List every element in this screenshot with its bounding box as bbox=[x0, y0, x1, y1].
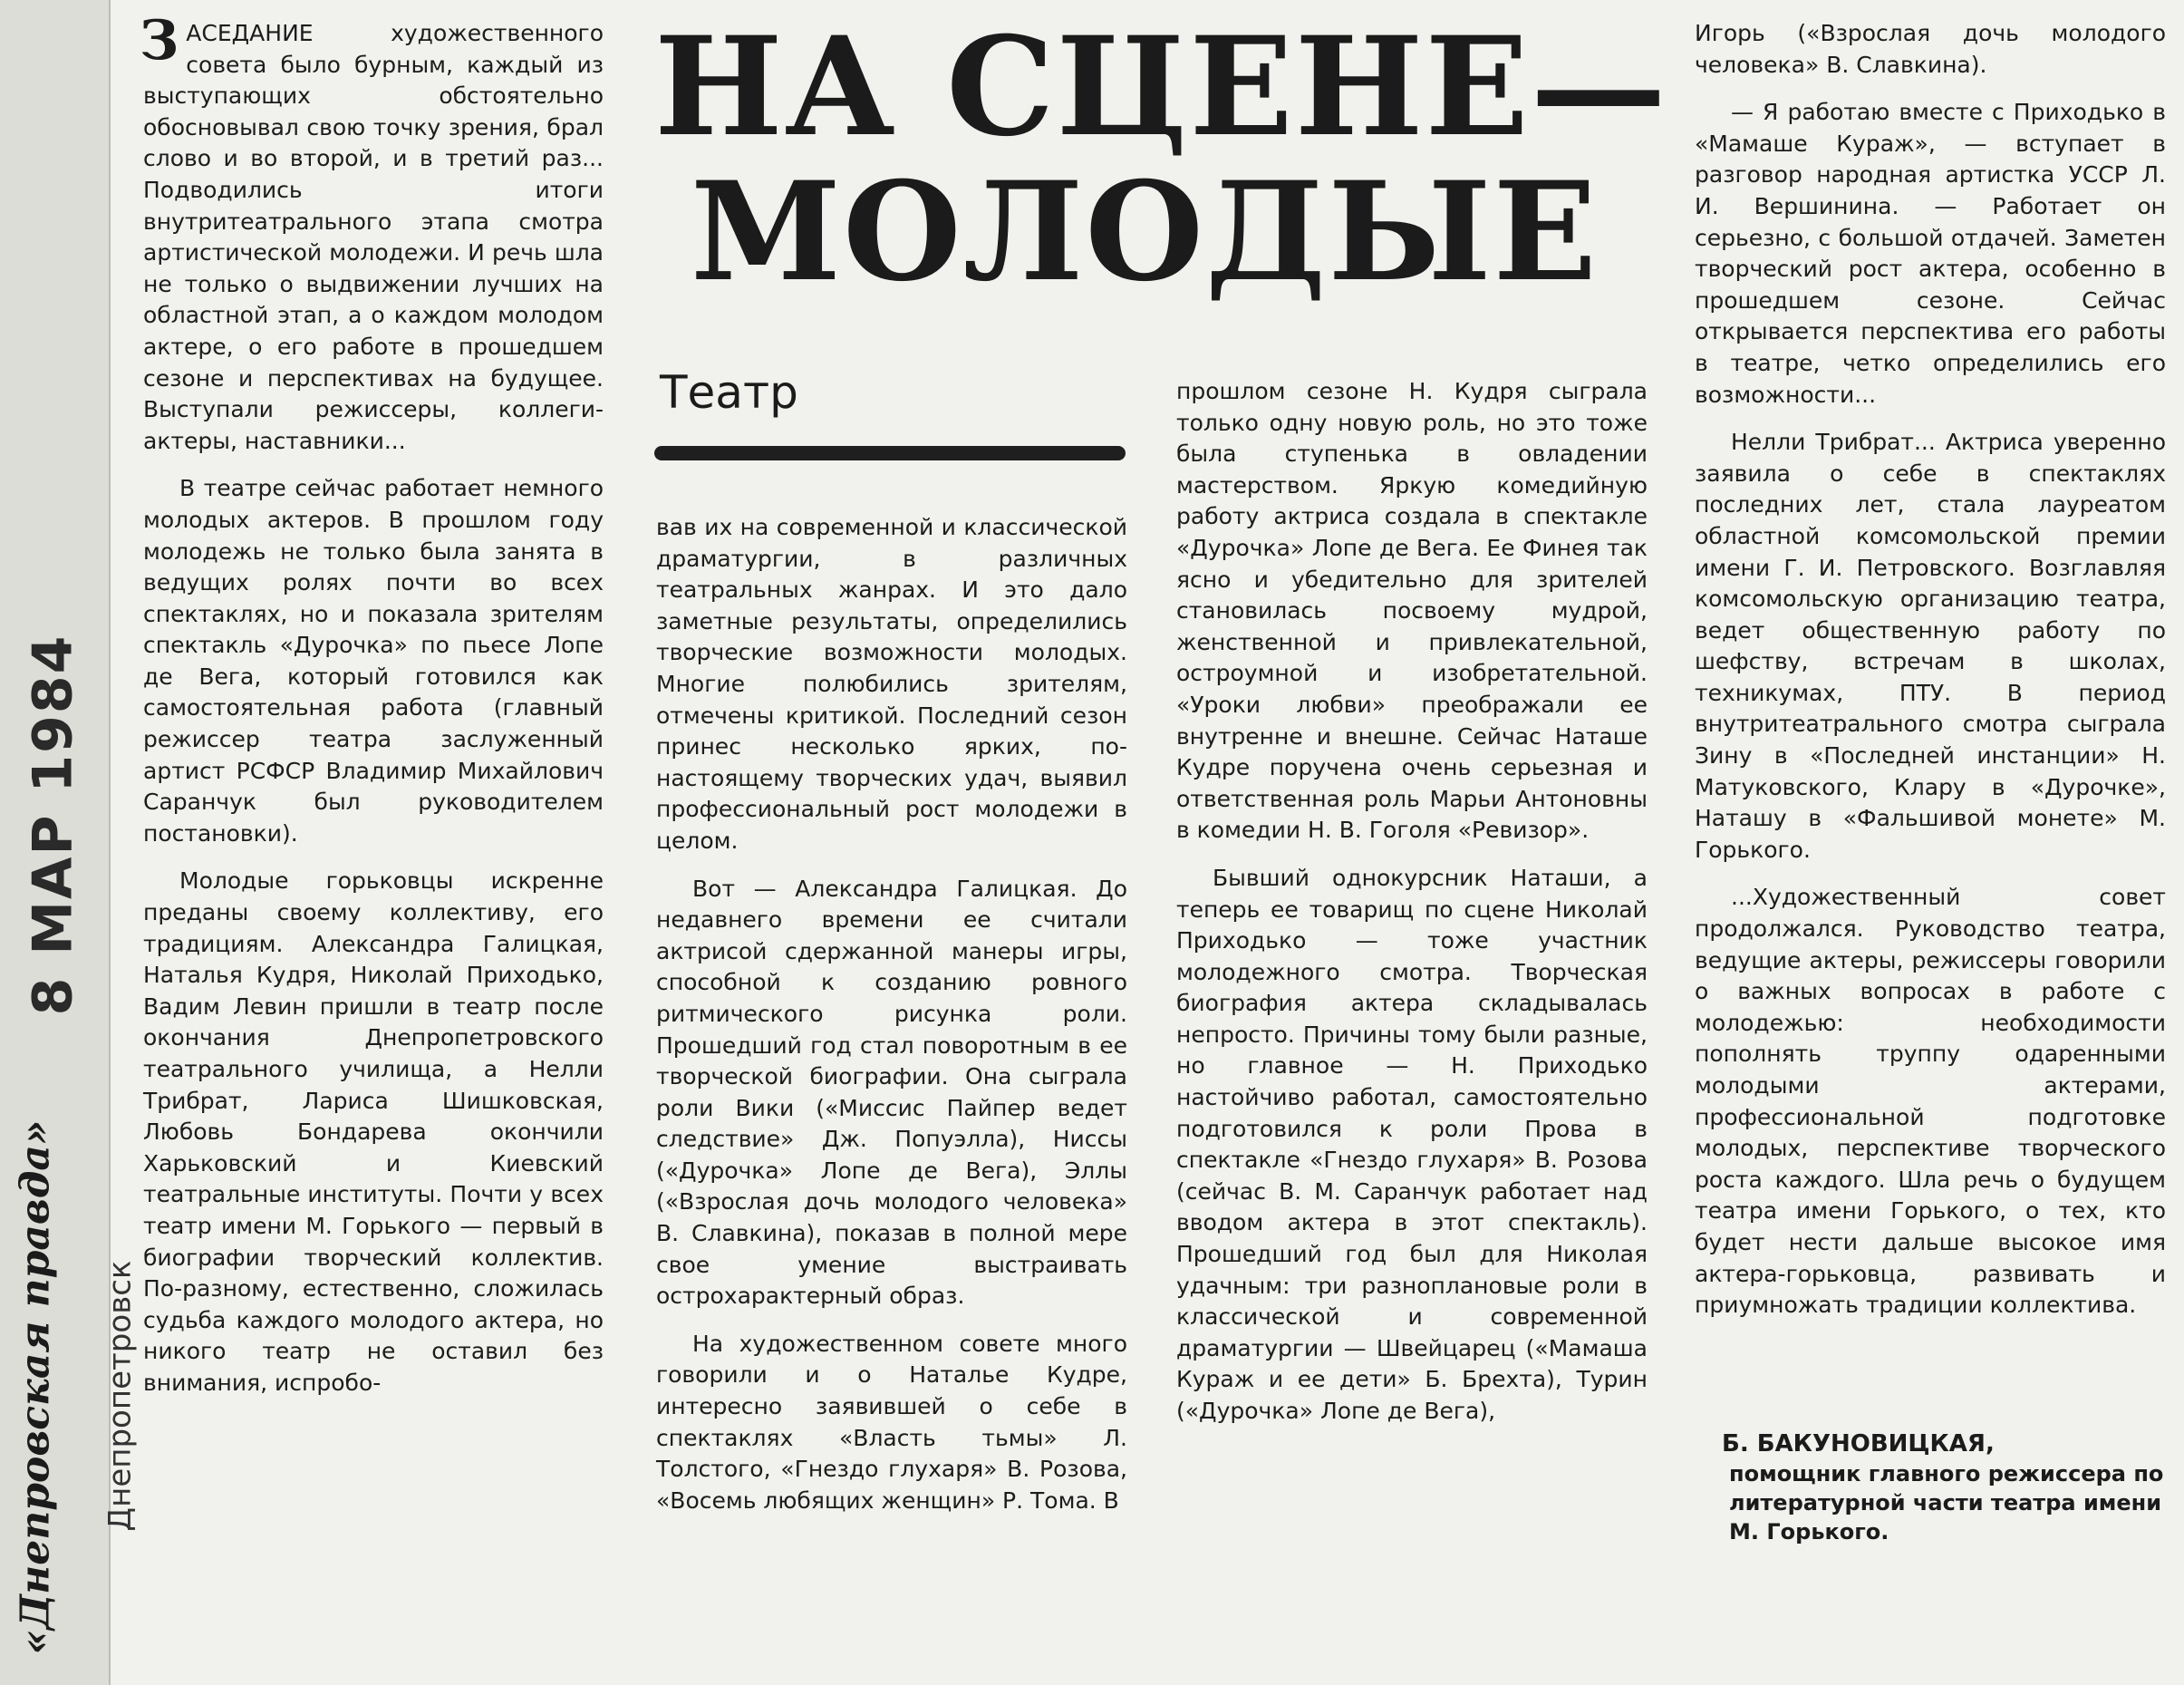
paragraph: прошлом сезоне Н. Кудря сыграла только одну новую роль, но это тоже была ступенька в овладении мастерством. Яркую комедийную работу актриса создала в спектакле «Дурочка» Лопе де Вега. Ее Финея так ясно и убедительно для зрителей становилась посвоему мудрой, женственной и привлекательной, остроумной и изобретательной. «Уроки любви» преображали ее внутренне и внешне. Сейчас Наташе Кудре поручена очень серьезная и ответственная роль Марьи Антоновны в комедии Н. В. Гоголя «Ревизор». bbox=[1176, 378, 1648, 844]
newspaper-stamp-text: «Днепровская правда» bbox=[12, 1119, 59, 1654]
paragraph: Игорь («Взрослая дочь молодого человека» В. Славкина). bbox=[1695, 20, 2166, 78]
text-column-2 bbox=[656, 512, 1127, 1516]
drop-cap: З bbox=[140, 9, 179, 73]
city-stamp-text: Днепропетровск bbox=[101, 1260, 138, 1532]
paragraph bbox=[140, 9, 604, 457]
paragraph: Вот — Александра Галицкая. До недавнего времени ее считали актрисой сдержанной манеры игры, способной к созданию ровного ритмического рисунка роли. Прошедший год стал поворотным в ее творческой биографии. Она сыграла роли Вики («Миссис Пайпер ведет следствие» Дж. Попуэлла), Ниссы («Дурочка» Лопе де Вега), Эллы («Взрослая дочь молодого человека» В. Славкина), показав в полной мере свое умение выстраивать острохарактерный образ. bbox=[656, 875, 1127, 1310]
newspaper-stamp bbox=[4, 1119, 67, 1654]
paragraph: Бывший однокурсник Наташи, а теперь ее товарищ по сцене Николай Приходько — тоже участник молодежного смотра. Творческая биография актера складывалась непросто. Причины тому были разные, но главное — Н. Приходько настойчиво работал, самостоятельно подготовился к роли Прова в спектакле «Гнездо глухаря» В. Розова (сейчас В. М. Саранчук работает над вводом актера в этот спектакль). Прошедший год был для Николая удачным: три разноплановые роли в классической и современной драматургии — Швейцарец («Мамаша Кураж и ее дети» Б. Брехта), Турин («Дурочка» Лопе де Вега), bbox=[1176, 864, 1648, 1424]
text-column-3 bbox=[1176, 376, 1648, 1428]
section-rubric: Театр bbox=[660, 366, 798, 419]
headline-line-1: НА СЦЕНЕ— bbox=[654, 7, 1668, 167]
paragraph-text: АСЕДАНИЕ художественного совета было бурным, каждый из выступающих обстоятельно обосновывал свою точку зрения, брал слово и во второй, и в третий раз... Подводились итоги внутритеатрального этапа смотра артистической молодежи. И речь шла не только о выдвижении лучших на областной этап, а о каждом молодом актере, о его работе в прошедшем сезоне и перспективах на будущее. Выступали режиссеры, коллеги-актеры, наставники... bbox=[143, 20, 604, 454]
author-name: Б. БАКУНОВИЦКАЯ, bbox=[1722, 1430, 1995, 1457]
city-stamp bbox=[94, 1206, 145, 1586]
headline-line-2: МОЛОДЫЕ bbox=[691, 152, 1599, 312]
article-headline bbox=[654, 7, 1669, 312]
date-stamp-text: 8 МАР 1984 bbox=[21, 634, 85, 1016]
paragraph: Молодые горьковцы искренне преданы своему коллективу, его традициям. Александра Галицкая, Наталья Кудря, Николай Приходько, Вадим Левин пришли в театр после окончания Днепропетровского театрального училища, а Нелли Трибрат, Лариса Шишковская, Любовь Бондарева окончили Харьковский и Киевский театральные институты. Почти у всех театр имени М. Горького — первый в биографии творческий коллектив. По-разному, естественно, сложилась судьба каждого молодого актера, но никого театр не оставил без внимания, испробо- bbox=[143, 867, 604, 1396]
text-column-4 bbox=[1695, 18, 2166, 1322]
paragraph: На художественном совете много говорили и о Наталье Кудре, интересно заявившей о себе в спектаклях «Власть тьмы» Л. Толстого, «Гнездо глухаря» В. Розова, «Восемь любящих женщин» Р. Тома. В bbox=[656, 1330, 1127, 1514]
text-column-1 bbox=[140, 9, 604, 1399]
date-stamp bbox=[7, 634, 98, 1016]
paragraph: ...Художественный совет продолжался. Руководство театра, ведущие актеры, режиссеры говорили о важных вопросах в работе с молодежью: необходимости пополнять труппу одаренными молодыми актерами, профессиональной подготовке молодых, перспективе творческого роста каждого. Шла речь о будущем театра имени Горького, о тех, кто будет нести дальше высокое имя актера-горьковца, развивать и приумножать традиции коллектива. bbox=[1695, 884, 2166, 1319]
paragraph: вав их на современной и классической драматургии, в различных театральных жанрах. И это дало заметные результаты, определились творческие возможности молодых. Многие полюбились зрителям, отмечены критикой. Последний сезон принес несколько ярких, по-настоящему творческих удач, выявил профессиональный рост молодежи в целом. bbox=[656, 514, 1127, 854]
rubric-underline bbox=[654, 446, 1126, 460]
author-role: помощник главного режиссера по литературной части театра имени М. Горького. bbox=[1729, 1461, 2164, 1545]
paragraph: В театре сейчас работает немного молодых актеров. В прошлом году молодежь не только была занята в ведущих ролях почти во всех спектаклях, но и показала зрителям спектакль «Дурочка» по пьесе Лопе де Вега, который готовился как самостоятельная работа (главный режиссер театра заслуженный артист РСФСР Владимир Михайлович Саранчук был руководителем постановки). bbox=[143, 475, 604, 847]
author-signature bbox=[1722, 1428, 2175, 1546]
paragraph: — Я работаю вместе с Приходько в «Мамаше Кураж», — вступает в разговор народная артистка УССР Л. И. Вершинина. — Работает он серьезно, с большой отдачей. Заметен творческий рост актера, особенно в прошедшем сезоне. Сейчас открывается перспектива его работы в театре, четко определились его возможности... bbox=[1695, 99, 2166, 408]
paragraph: Нелли Трибрат... Актриса уверенно заявила о себе в спектаклях последних лет, стала лауреатом областной комсомольской премии имени Г. И. Петровского. Возглавляя комсомольскую организацию театра, ведет общественную работу по шефству, встречам в школах, техникумах, ПТУ. В период внутритеатрального смотра сыграла Зину в «Последней инстанции» Н. Матуковского, Клару в «Дурочке», Наташу в «Фальшивой монете» М. Горького. bbox=[1695, 429, 2166, 863]
